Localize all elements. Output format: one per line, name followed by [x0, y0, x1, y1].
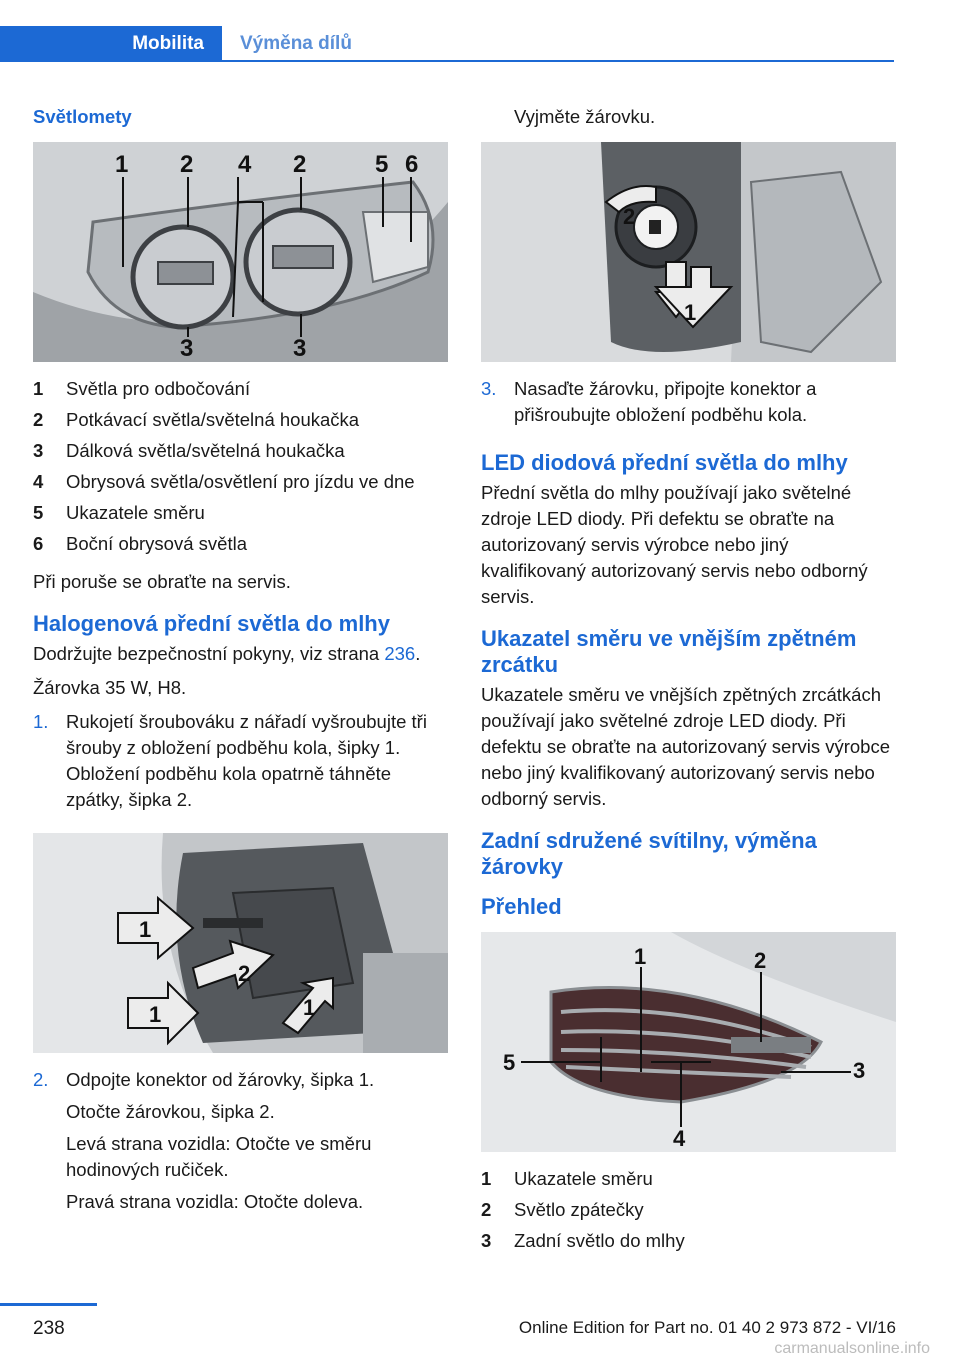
- fog-light-heading: Halogenová přední světla do mlhy: [33, 611, 390, 636]
- headlight-figure: [33, 142, 448, 362]
- tail-light-figure: [481, 932, 896, 1152]
- step-number: 3.: [481, 378, 497, 399]
- figure3-callout: 2: [623, 204, 636, 229]
- legend-text: Ukazatele směru: [514, 1168, 653, 1189]
- legend-text: Světla pro odbočování: [66, 378, 251, 399]
- safety-reference-text: Dodržujte bezpečnostní pokyny, viz strana: [33, 643, 385, 664]
- step-text: Levá strana vozidla: Otočte ve směru hodinových ručiček.: [66, 1133, 372, 1180]
- figure2-callout: 2: [238, 961, 251, 986]
- step-text: Pravá strana vozidla: Otočte doleva.: [66, 1191, 364, 1212]
- step-text: Odpojte konektor od žárovky, šipka 1.: [66, 1069, 375, 1090]
- legend-item: [481, 1228, 896, 1254]
- step-number: 2.: [33, 1069, 49, 1090]
- figure1-callout: 2: [180, 151, 194, 178]
- step-2: [33, 1067, 448, 1221]
- page-number-rule: [0, 1303, 97, 1306]
- legend-text: Zadní světlo do mlhy: [514, 1230, 685, 1251]
- step-1: [33, 709, 448, 819]
- legend-text: Světlo zpátečky: [514, 1199, 644, 1220]
- legend-number: 2: [481, 1199, 492, 1220]
- figure1-callout: 3: [180, 335, 194, 362]
- figure3-callout: 1: [684, 300, 697, 325]
- figure1-callout: 4: [238, 151, 252, 178]
- step-number: 1.: [33, 711, 49, 732]
- watermark: carmanualsonline.info: [774, 1340, 930, 1357]
- legend-item: [33, 469, 448, 495]
- step-text: Nasaďte žárovku, připojte konektor a přišroubujte obložení podběhu kola.: [514, 378, 817, 425]
- chapter-tab-mobilita[interactable]: Mobilita: [0, 26, 222, 62]
- legend-text: Ukazatele směru: [66, 502, 205, 523]
- figure4-callout: 5: [503, 1050, 516, 1075]
- figure1-callout: 6: [405, 151, 419, 178]
- legend-text: Dálková světla/světelná houkačka: [66, 440, 345, 461]
- tail-light-legend: [481, 1166, 896, 1254]
- step-text: Rukojetí šroubováku z nářadí vyšroubujte tři šrouby z obložení podběhu kola, šipky 1. Obložení podběhu kola opatrně táhněte zpátky, šipka 2.: [66, 711, 427, 810]
- remove-bulb-text: Vyjměte žárovku.: [514, 106, 656, 127]
- legend-item: [33, 531, 448, 557]
- legend-item: [33, 407, 448, 433]
- legend-item: [481, 1166, 896, 1192]
- legend-text: Potkávací světla/světelná houkačka: [66, 409, 360, 430]
- safety-reference-end: .: [415, 643, 421, 664]
- legend-number: 1: [33, 378, 44, 399]
- figure1-callout: 5: [375, 151, 389, 178]
- wheel-arch-figure: [33, 833, 448, 1053]
- figure2-callout: 1: [303, 995, 316, 1020]
- edition-footer: Online Edition for Part no. 01 40 2 973 872 - VI/16: [518, 1318, 896, 1337]
- fault-paragraph: Při poruše se obraťte na servis.: [33, 571, 291, 592]
- page-number: 238: [33, 1318, 65, 1339]
- legend-number: 3: [481, 1230, 492, 1251]
- figure4-callout: 3: [853, 1058, 866, 1083]
- legend-item: [33, 500, 448, 526]
- legend-item: [33, 376, 448, 402]
- rear-lights-heading: Zadní sdružené svítilny, výměna žárovky: [481, 828, 817, 879]
- figure2-callout: 1: [149, 1002, 162, 1027]
- page-header: [0, 0, 960, 62]
- led-fog-heading: LED diodová přední světla do mlhy: [481, 450, 848, 475]
- legend-text: Boční obrysová světla: [66, 533, 247, 554]
- left-column: [33, 100, 448, 1227]
- legend-number: 5: [33, 502, 44, 523]
- legend-number: 4: [33, 471, 44, 492]
- section-title-svetlomety: Světlomety: [33, 106, 132, 127]
- overview-heading: Přehled: [481, 894, 562, 919]
- section-tab-vymena-dilu[interactable]: Výměna dílů: [240, 33, 352, 54]
- legend-item: [481, 1197, 896, 1223]
- safety-reference-paragraph: [33, 641, 448, 667]
- step-3: [481, 376, 896, 434]
- legend-number: 3: [33, 440, 44, 461]
- legend-number: 6: [33, 533, 44, 554]
- legend-item: [33, 438, 448, 464]
- figure2-callout: 1: [139, 917, 152, 942]
- bulb-spec: Žárovka 35 W, H8.: [33, 677, 187, 698]
- right-column: [481, 100, 896, 1266]
- step-text: Otočte žárovkou, šipka 2.: [66, 1101, 275, 1122]
- mirror-indicator-heading: Ukazatel směru ve vnějším zpětném zrcátku: [481, 626, 857, 677]
- page-link-236[interactable]: 236: [384, 643, 416, 664]
- legend-text: Obrysová světla/osvětlení pro jízdu ve dne: [66, 471, 415, 492]
- figure4-callout: 1: [634, 944, 647, 969]
- led-fog-paragraph: Přední světla do mlhy používají jako světelné zdroje LED diody. Při defektu se obraťte na autorizovaný servis výrobce nebo jiný kvalifikovaný autorizovaný servis nebo odborný servis.: [481, 482, 868, 607]
- figure1-callout: 1: [115, 151, 129, 178]
- figure1-callout: 3: [293, 335, 307, 362]
- figure1-callout: 2: [293, 151, 307, 178]
- legend-number: 1: [481, 1168, 492, 1189]
- figure4-callout: 4: [673, 1126, 686, 1151]
- mirror-indicator-paragraph: Ukazatele směru ve vnějších zpětných zrcátkách používají jako světelné zdroje LED diody. Při defektu se obraťte na autorizovaný servis výrobce nebo jiný kvalifikovaný autorizovaný servis nebo odborný servis.: [481, 684, 891, 809]
- header-rule: [222, 60, 894, 62]
- bulb-removal-figure: [481, 142, 896, 362]
- headlight-legend: [33, 376, 448, 557]
- legend-number: 2: [33, 409, 44, 430]
- figure4-callout: 2: [754, 948, 767, 973]
